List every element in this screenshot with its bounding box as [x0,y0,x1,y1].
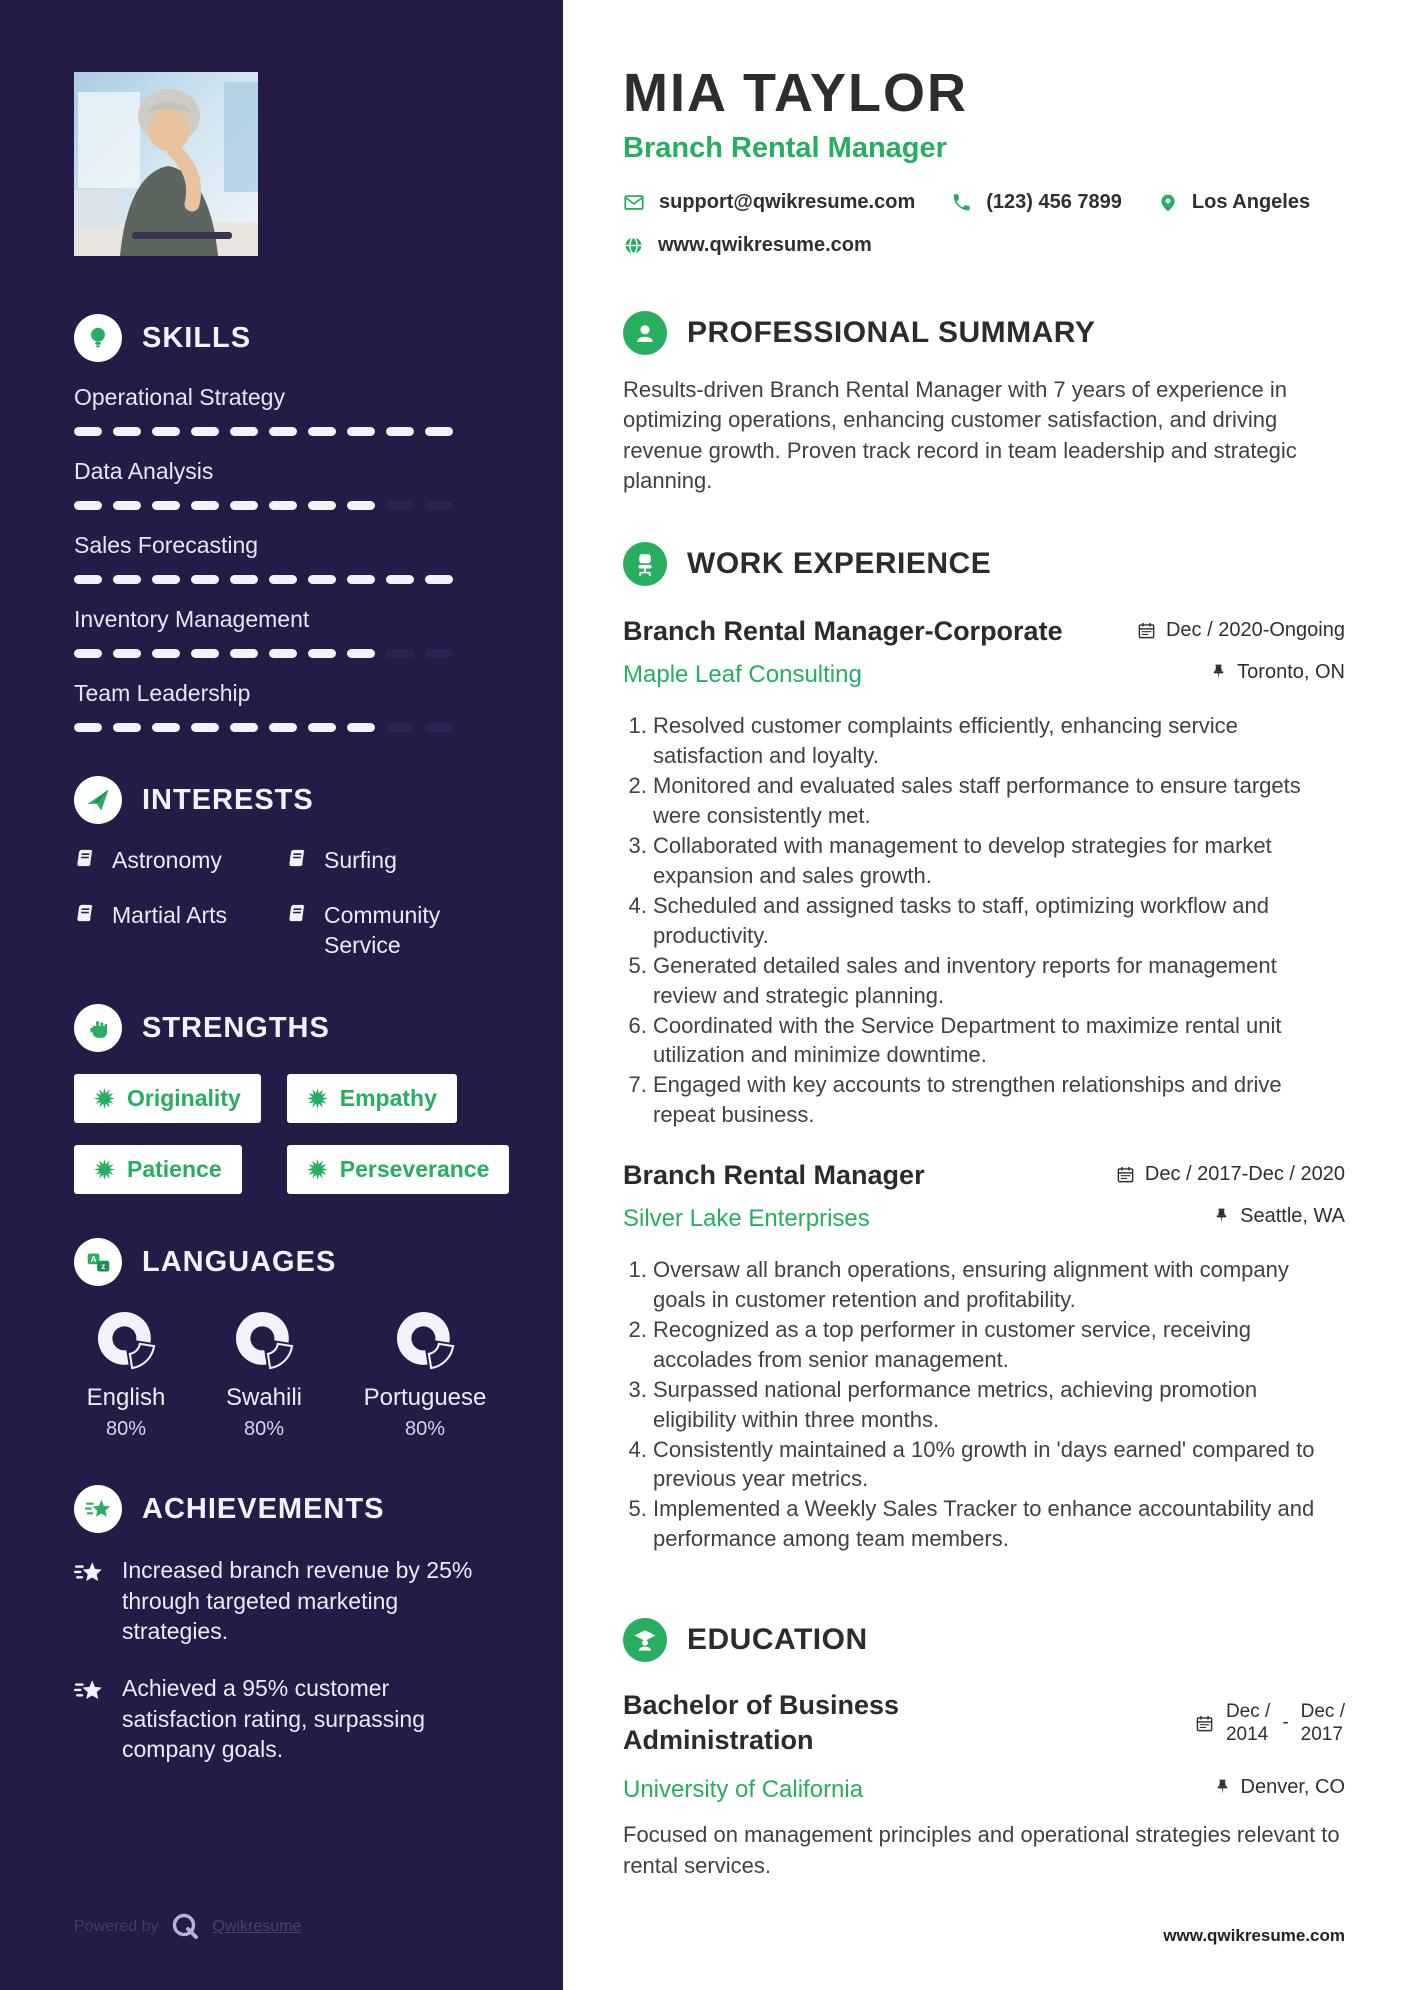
skill-dash [386,575,414,584]
date-from-month: Dec / [1225,1700,1271,1722]
globe-icon [623,235,644,256]
summary-text: Results-driven Branch Rental Manager with 7 years of experience in optimizing operations, enhancing customer satisfaction, and driving revenue growth. Proven track record in team leadership and strategic planning. [623,377,1297,494]
job-header-row [623,1160,1345,1191]
strengths-title: STRENGTHS [142,1011,330,1044]
sidebar [0,0,563,1990]
strength-label: Perseverance [339,1156,490,1183]
skill-dash [347,575,375,584]
website-text[interactable]: www.qwikresume.com [658,234,872,256]
language-name: Portuguese [363,1384,487,1412]
job-role: Branch Rental Manager-Corporate [623,616,1063,647]
push-pin-icon [1214,1778,1231,1797]
language-donut-chart [94,1308,158,1372]
skill-dash [191,427,219,436]
interest-label: Martial Arts [112,902,228,929]
q-logo-icon [171,1912,201,1942]
skill-dash [74,575,102,584]
interest-item [74,901,286,960]
skill-dash [74,427,102,436]
achievement-item [74,1673,493,1765]
lightbulb-icon [74,314,122,362]
strength-chip [287,1145,510,1194]
school-location [1214,1776,1345,1799]
summary-title: PROFESSIONAL SUMMARY [687,316,1096,349]
job-bullet: 3. Collaborated with management to develop strategies for market expansion and sales growth. [653,831,1338,891]
skill-dash [347,723,375,732]
skill-dash [425,723,453,732]
job-header-row [623,616,1345,647]
skill-dash [425,427,453,436]
envelope-icon [623,192,645,214]
skill-dash [191,649,219,658]
job-bullet: 1. Oversaw all branch operations, ensuring alignment with company goals in customer retention and profitability. [653,1255,1338,1315]
strength-chip [287,1074,457,1123]
powered-by-footer [74,1912,301,1942]
profile-photo [74,72,258,256]
skills-header [74,314,493,362]
svg-text:z: z [100,1261,105,1271]
language-item [74,1308,178,1441]
qwikresume-link[interactable]: Qwikresume [212,1918,302,1935]
experience-header [623,542,1345,586]
skill-label: Team Leadership [74,680,251,706]
languages-section [74,1238,493,1441]
interest-label: Community Service [324,902,441,958]
date-separator: - [1282,1712,1289,1734]
skill-label: Data Analysis [74,458,214,484]
job-bullet: 4. Consistently maintained a 10% growth in 'days earned' compared to previous year metrics. [653,1435,1338,1495]
skill-level-bar [74,427,493,436]
achievement-item [74,1555,493,1647]
skill-dash [74,649,102,658]
skill-dash [308,427,336,436]
interests-header [74,776,493,824]
interest-item [286,901,493,960]
job-bullet: 4. Scheduled and assigned tasks to staff, optimizing workflow and productivity. [653,891,1338,951]
education-description: Focused on management principles and operational strategies relevant to rental services. [623,1822,1340,1878]
powered-by-label: Powered by [74,1918,159,1935]
skill-dash [269,501,297,510]
book-icon [286,902,309,925]
skill-dash [230,575,258,584]
job-subheader-row [623,661,1345,689]
degree-name: Bachelor of Business Administration [623,1690,900,1756]
skill-dash [269,649,297,658]
skill-dash [230,723,258,732]
candidate-name: MIA TAYLOR [623,63,969,123]
graduate-icon [623,1618,667,1662]
calendar-icon [1195,1714,1214,1733]
job-bullet: 5. Generated detailed sales and inventory reports for management review and strategic planning. [653,951,1338,1011]
skill-dash [347,427,375,436]
skill-level-bar [74,501,493,510]
person-icon [623,311,667,355]
achievements-title: ACHIEVEMENTS [142,1492,385,1525]
skill-dash [308,501,336,510]
language-percent: 80% [404,1418,446,1441]
skill-level-bar [74,723,493,732]
language-name: Swahili [225,1384,303,1412]
date-to-month: Dec / [1300,1700,1345,1722]
footer-website[interactable]: www.qwikresume.com [1163,1926,1345,1945]
skill-dash [152,575,180,584]
email-pair [623,191,915,214]
achievements-section [74,1485,493,1764]
interest-label: Surfing [324,847,397,873]
interests-section [74,776,493,960]
skill-item [74,384,493,436]
svg-text:A: A [90,1254,96,1264]
job-location-text: Seattle, WA [1240,1205,1345,1228]
burst-icon [307,1088,328,1109]
language-name: English [86,1384,166,1412]
shooting-star-icon [74,1558,104,1588]
strength-label: Originality [127,1085,241,1112]
skills-section [74,314,493,732]
book-icon [74,902,97,925]
job-bullet: 1. Resolved customer complaints efficiently, enhancing service satisfaction and loyalty. [653,711,1338,771]
school-name: University of California [623,1776,864,1804]
push-pin-icon [1210,663,1227,682]
phone-pair [951,191,1122,214]
skills-title: SKILLS [142,321,252,354]
job-entry [623,616,1345,1130]
language-item [212,1308,316,1441]
skill-dash [347,649,375,658]
education-header [623,1618,1345,1662]
skill-dash [113,649,141,658]
skill-label: Inventory Management [74,606,310,632]
interests-title: INTERESTS [142,783,314,816]
achievements-header [74,1485,493,1533]
school-location-text: Denver, CO [1240,1776,1345,1799]
skill-dash [230,427,258,436]
job-role: Branch Rental Manager [623,1160,925,1191]
languages-list [74,1308,493,1441]
burst-icon [94,1159,115,1180]
skill-dash [347,501,375,510]
job-bullets [623,711,1338,1130]
language-donut-chart [393,1308,457,1372]
skill-dash [386,427,414,436]
achievement-text: Achieved a 95% customer satisfaction rating, surpassing company goals. [122,1675,425,1763]
job-bullets [623,1255,1338,1554]
skill-dash [386,649,414,658]
languages-header [74,1238,493,1286]
education-title: EDUCATION [687,1623,868,1657]
skill-dash [74,723,102,732]
email-text[interactable]: support@qwikresume.com [659,191,916,213]
skill-dash [425,501,453,510]
strength-chip [74,1074,261,1123]
job-bullet: 5. Implemented a Weekly Sales Tracker to enhance accountability and performance among team members. [653,1494,1338,1554]
location-text: Los Angeles [1191,191,1311,213]
skill-dash [425,575,453,584]
skill-dash [152,649,180,658]
website-pair [623,234,872,257]
skill-dash [386,723,414,732]
skill-item [74,532,493,584]
skill-dash [74,501,102,510]
interest-item [74,846,286,875]
interest-item [286,846,493,875]
experience-title: WORK EXPERIENCE [687,547,992,581]
job-bullet: 2. Recognized as a top performer in customer service, receiving accolades from senior management. [653,1315,1338,1375]
contact-row-1 [623,191,1345,214]
map-pin-icon [1158,192,1178,214]
fist-icon [74,1004,122,1052]
skill-dash [269,427,297,436]
languages-title: LANGUAGES [142,1245,337,1278]
office-chair-icon [623,542,667,586]
date-to-year: 2017 [1300,1724,1343,1746]
strengths-section [74,1004,493,1194]
shooting-star-icon [74,1676,104,1706]
skill-dash [191,501,219,510]
skill-dash [191,723,219,732]
language-donut-chart [232,1308,296,1372]
job-dates [1137,619,1345,642]
skill-item [74,606,493,658]
achievement-text: Increased branch revenue by 25% through targeted marketing strategies. [122,1557,473,1645]
job-bullet: 7. Engaged with key accounts to strengthen relationships and drive repeat business. [653,1070,1338,1130]
paper-plane-icon [74,776,122,824]
job-bullet: 2. Monitored and evaluated sales staff performance to ensure targets were consistently met. [653,771,1338,831]
job-dates [1116,1163,1345,1186]
contact-row-2 [623,234,1345,257]
skills-list [74,384,493,732]
skill-dash [113,427,141,436]
job-entry [623,1160,1345,1554]
skill-level-bar [74,649,493,658]
strengths-header [74,1004,493,1052]
strength-chip [74,1145,242,1194]
education-dates [1195,1688,1345,1758]
date-from-year: 2014 [1225,1724,1269,1746]
language-percent: 80% [243,1418,285,1441]
skill-dash [113,723,141,732]
skill-dash [308,723,336,732]
language-percent: 80% [105,1418,147,1441]
language-item [350,1308,500,1441]
skill-label: Operational Strategy [74,384,285,410]
candidate-title: Branch Rental Manager [623,132,947,164]
education-degree-row [623,1688,1345,1758]
job-dates-text: Dec / 2017-Dec / 2020 [1144,1163,1345,1186]
job-location-text: Toronto, ON [1237,661,1345,684]
burst-icon [307,1159,328,1180]
book-icon [74,847,97,870]
job-location [1210,661,1345,684]
push-pin-icon [1213,1207,1230,1226]
summary-header [623,311,1345,355]
skill-dash [152,723,180,732]
job-company: Silver Lake Enterprises [623,1205,870,1233]
skill-dash [152,427,180,436]
strengths-list [74,1074,493,1194]
calendar-icon [1116,1165,1135,1184]
phone-text: (123) 456 7899 [986,191,1122,213]
strength-label: Patience [127,1156,222,1183]
skill-dash [230,501,258,510]
education-school-row [623,1776,1345,1804]
skill-dash [113,575,141,584]
phone-icon [951,192,972,213]
interests-list [74,846,493,960]
skill-dash [269,723,297,732]
skill-item [74,458,493,510]
calendar-icon [1137,621,1156,640]
date-from [1226,1700,1270,1748]
book-icon [286,847,309,870]
translate-icon [74,1238,122,1286]
skill-dash [152,501,180,510]
job-bullet: 6. Coordinated with the Service Department to maximize rental unit utilization and minimize downtime. [653,1011,1338,1071]
skill-dash [230,649,258,658]
strength-label: Empathy [339,1085,437,1112]
interest-label: Astronomy [112,847,222,873]
skill-item [74,680,493,732]
job-subheader-row [623,1205,1345,1233]
main-column [563,0,1407,1990]
location-pair [1158,191,1310,214]
shooting-star-icon [74,1485,122,1533]
achievements-list [74,1555,493,1764]
job-company: Maple Leaf Consulting [623,661,862,689]
burst-icon [94,1088,115,1109]
skill-dash [191,575,219,584]
skill-dash [386,501,414,510]
date-to [1301,1700,1345,1748]
skill-dash [308,575,336,584]
job-dates-text: Dec / 2020-Ongoing [1165,619,1345,642]
skill-dash [113,501,141,510]
jobs-list [623,616,1345,1554]
job-location [1213,1205,1345,1228]
skill-label: Sales Forecasting [74,532,259,558]
skill-dash [269,575,297,584]
skill-dash [308,649,336,658]
job-bullet: 3. Surpassed national performance metrics, achieving promotion eligibility within three months. [653,1375,1338,1435]
skill-level-bar [74,575,493,584]
skill-dash [425,649,453,658]
